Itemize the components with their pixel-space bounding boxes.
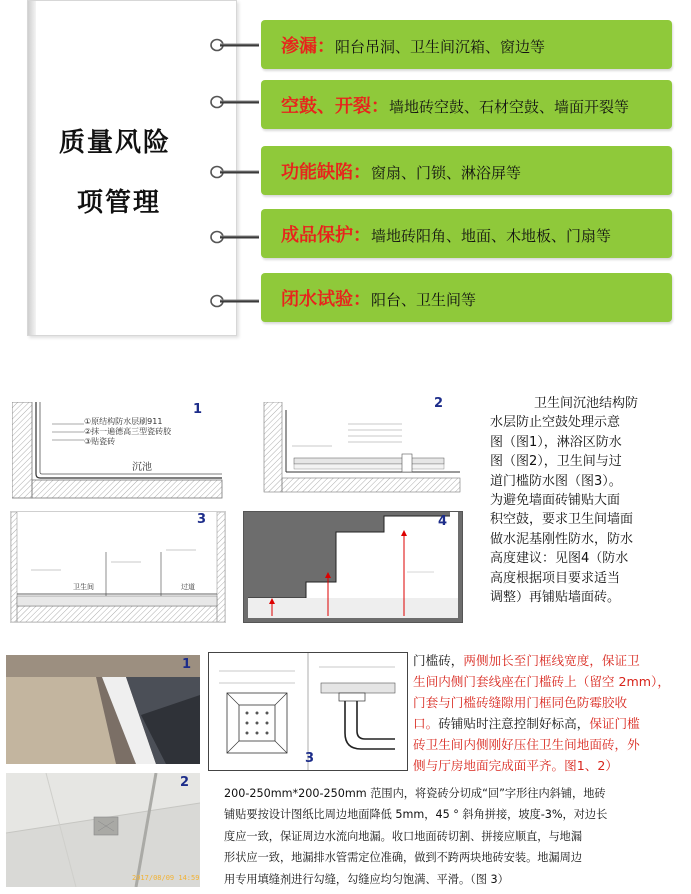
threshold-text-red: 两侧加长至门框线宽度，保证卫 — [463, 653, 640, 668]
threshold-line — [413, 650, 691, 671]
figure-3-door-threshold — [10, 511, 226, 623]
figure-3-label-left: 卫生间 — [73, 583, 94, 591]
threshold-photo-1 — [6, 655, 200, 764]
threshold-text-red: 门套与门槛砖缝隙用门框同色防霉胶收 — [413, 695, 628, 710]
risk-heading: 渗漏： — [281, 36, 335, 57]
description-line: 水层防止空鼓处理示意 — [490, 415, 621, 431]
drawing-3-number: 3 — [305, 751, 315, 766]
risk-item-water-test — [261, 273, 672, 322]
floor-line: 铺贴要按设计图纸比周边地面降低 5mm，45 ° 斜角拼接，坡度-3%，对边长 — [224, 808, 608, 822]
risk-item-leakage — [261, 20, 672, 69]
threshold-line — [413, 692, 691, 713]
threshold-line — [413, 713, 691, 734]
figure-4-number: 4 — [438, 514, 448, 529]
binder-ring-icon — [209, 95, 259, 109]
threshold-photo-2 — [6, 773, 200, 887]
binder-ring-icon — [209, 38, 259, 52]
threshold-text: 门槛砖， — [413, 653, 464, 668]
figure-1-note: ③贴瓷砖 — [84, 437, 116, 446]
floor-line: 200-250mm*200-250mm 范围内，将瓷砖分切成“回”字形往内斜铺，地砖 — [224, 787, 606, 800]
threshold-drawing-3 — [208, 652, 408, 771]
threshold-text-red: 生间内侧门套线座在门槛砖上（留空 2mm）， — [413, 674, 670, 689]
threshold-text-red: 砖卫生间内侧刚好压住卫生间地面砖，外 — [413, 737, 640, 752]
risk-heading: 成品保护： — [281, 225, 371, 246]
quality-risk-title-line1: 质量风险 — [58, 128, 171, 158]
threshold-line — [413, 671, 691, 692]
binder-ring-icon — [209, 165, 259, 179]
figure-1-note: ①原结构防水层刷911 — [84, 417, 163, 426]
description-line: 调整）再铺贴墙面砖。 — [490, 590, 621, 606]
photo-1-number: 1 — [182, 657, 192, 672]
risk-item-product-protection — [261, 209, 672, 258]
risk-heading: 空鼓、开裂： — [281, 96, 389, 117]
risk-item-function-defect — [261, 146, 672, 195]
figure-2-shower-area — [262, 396, 462, 500]
threshold-line — [413, 755, 691, 776]
risk-detail: 墙地砖空鼓、石材空鼓、墙面开裂等 — [389, 98, 630, 116]
figure-1-sunken-pit — [12, 402, 223, 500]
figure-4-drawing — [244, 512, 462, 622]
figure-1-note: ②抹一遍德高三型瓷砖胶 — [84, 427, 172, 436]
quality-risk-card — [27, 0, 237, 336]
threshold-text: 砖铺贴时注意控制好标高， — [438, 716, 590, 731]
description-line: 为避免墙面砖铺贴大面 — [490, 493, 621, 509]
figure-2-drawing — [262, 402, 462, 500]
description-line: 道门槛防水图（图3）。 — [490, 473, 622, 489]
threshold-text-red: 侧与厅房地面完成面平齐。图1、2） — [413, 758, 618, 773]
floor-drain-description — [224, 783, 690, 890]
risk-heading: 闭水试验： — [281, 289, 371, 310]
floor-line: 形状应一致，地漏排水管需定位准确，做到不跨两块地砖安装。地漏周边 — [224, 851, 583, 865]
figure-3-drawing — [11, 512, 225, 622]
figure-1-notes — [84, 417, 171, 447]
binder-ring-icon — [209, 294, 259, 308]
card-edge-shading — [28, 1, 36, 335]
quality-risk-title-line2: 项管理 — [76, 188, 161, 218]
threshold-description — [413, 650, 691, 776]
floor-line: 度应一致，保证周边水流向地漏。收口地面砖切割、拼接应顺直，与地漏 — [224, 829, 583, 843]
threshold-photo-2-image — [6, 773, 200, 887]
threshold-text-red: 保证门槛 — [589, 716, 640, 731]
risk-detail: 阳台吊洞、卫生间沉箱、窗边等 — [335, 38, 546, 56]
description-line: 做水泥基刚性防水，防水 — [490, 531, 634, 547]
photo-2-number: 2 — [180, 775, 190, 790]
description-line: 高度根据项目要求适当 — [490, 570, 621, 586]
floor-line: 用专用填缝剂进行勾缝，勾缝应均匀饱满、平滑。（图 3） — [224, 872, 509, 886]
description-line: 积空鼓，要求卫生间墙面 — [490, 512, 634, 528]
figure-3-label-right: 过道 — [181, 583, 195, 591]
risk-detail: 窗扇、门锁、淋浴屏等 — [371, 164, 522, 182]
description-line: 图（图1），淋浴区防水 — [490, 434, 622, 450]
figure-4-waterproof-height — [243, 511, 463, 623]
photo-2-timestamp: 2017/08/09 14:59 — [132, 874, 200, 882]
figure-1-number: 1 — [193, 402, 203, 417]
figure-2-number: 2 — [434, 396, 444, 411]
binder-ring-icon — [209, 230, 259, 244]
risk-detail: 墙地砖阳角、地面、木地板、门扇等 — [371, 227, 612, 245]
risk-item-hollowing-cracking — [261, 80, 672, 129]
figure-1-label: 沉池 — [132, 462, 152, 473]
threshold-text-red: 口。 — [413, 716, 439, 731]
description-line: 高度建议：见图4（防水 — [490, 551, 629, 567]
figure-3-number: 3 — [197, 512, 207, 527]
threshold-line — [413, 734, 691, 755]
waterproof-description — [482, 394, 691, 607]
description-line: 图（图2），卫生间与过 — [490, 454, 622, 470]
threshold-photo-1-image — [6, 655, 200, 764]
description-line: 卫生间沉池结构防 — [534, 396, 639, 411]
risk-detail: 阳台、卫生间等 — [371, 291, 477, 309]
risk-heading: 功能缺陷： — [281, 162, 371, 183]
